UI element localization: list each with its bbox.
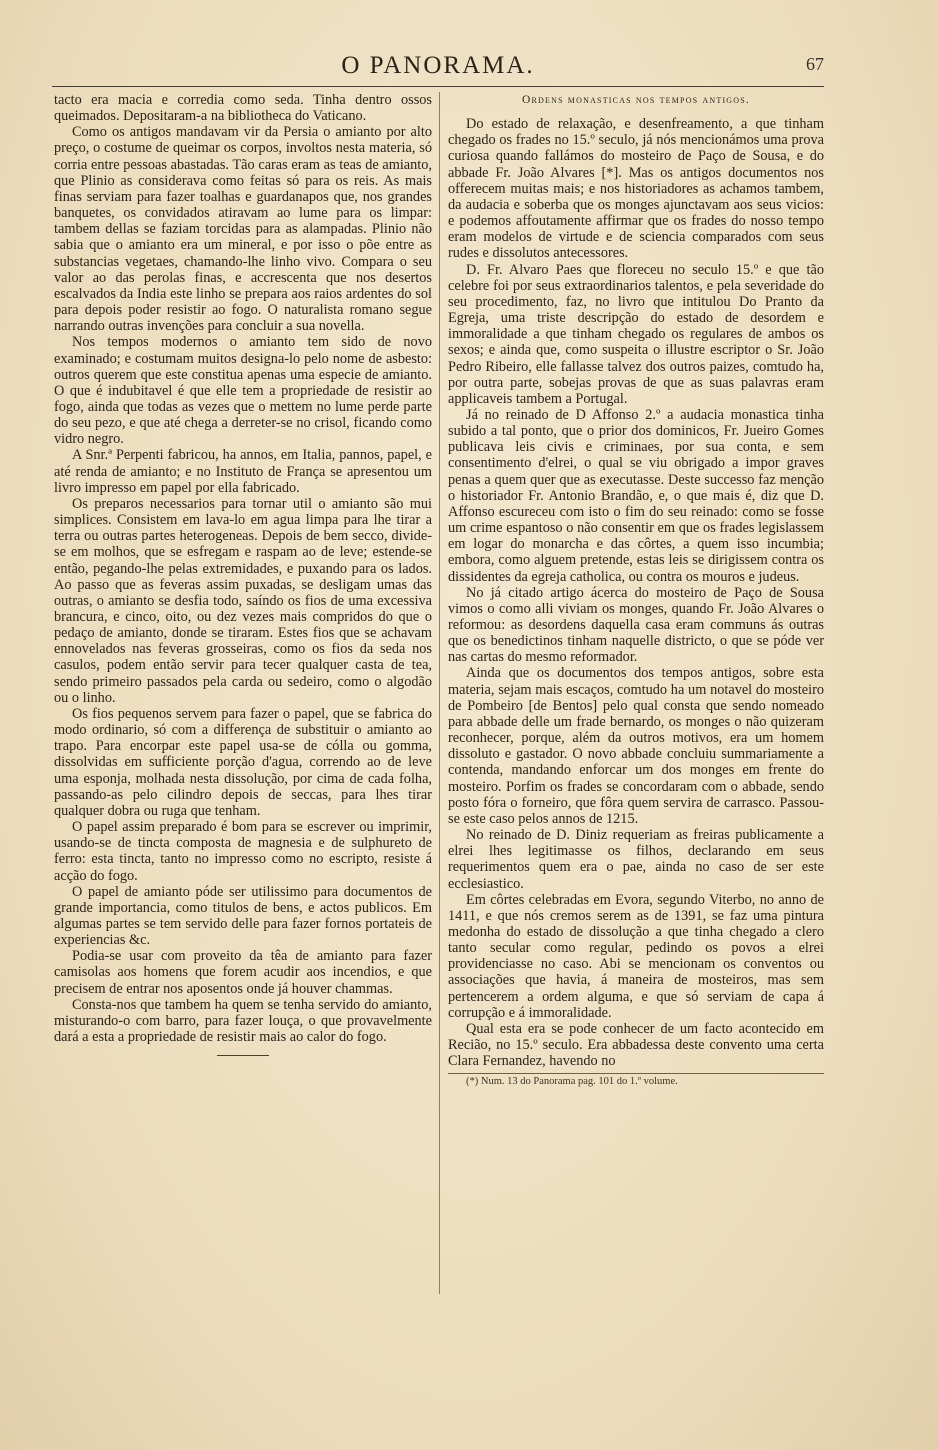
header-rule [52, 86, 824, 87]
left-column [54, 92, 432, 1056]
paragraph: O papel assim preparado é bom para se escrever ou imprimir, usando-se de tincta composta de magnesia e de sulphureto de ferro: esta tincta, tanto no impresso como no escripto, resiste á acção do fogo. [54, 819, 432, 884]
paragraph: Nos tempos modernos o amianto tem sido de novo examinado; e costumam muitos designa-lo pelo nome de asbesto: outros querem que este constitua apenas uma especie de amianto. O que é indubitavel é que elle tem a propriedade de resistir ao fogo, ainda que todas as vezes que o mettem no lume perde parte do seu pezo, e que até chega a derreter-se no crisol, ficando como vidro negro. [54, 334, 432, 448]
paragraph: Já no reinado de D Affonso 2.º a audacia monastica tinha subido a tal ponto, que o prior dos dominicos, Fr. Jueiro Gomes publicava leis civis e criminaes, por sua conta, e sem consentimento d'elrei, o qual se viu obrigado a impor graves penas a quem quer que as executasse. Deste successo faz menção o historiador Fr. Antonio Brandão, e, o que mais é, diz que D. Affonso escureceu com isto o fim do seu reinado: como se fosse um crime espantoso o não consentir em que os frades legislassem em logar do monarcha e das côrtes, a quem isso incumbia; embora, como alguem pretende, estas leis se dirigissem contra os dissidentes da egreja catholica, ou contra os mouros e judeus. [448, 406, 824, 585]
paragraph: Qual esta era se pode conhecer de um facto acontecido em Recião, no 15.º seculo. Era abbadessa deste convento uma certa Clara Fernandez, havendo no [448, 1020, 824, 1070]
paragraph: Ainda que os documentos dos tempos antigos, sobre esta materia, sejam mais escaços, comtudo ha um notavel do mosteiro de Pombeiro [de Bentos] pelo qual consta que sendo nomeado para abbade delle um frade bernardo, os monges o não quizeram reconhecer, porque, além da outros motivos, era um homem dissoluto e gastador. O novo abbade concluiu summariamente a contenda, mandando enforcar um dos monges em frente do mosteiro. Porfim os frades se concordaram com o abbade, sendo posto fóra o forneiro, que fôra quem servira de carrasco. Passou-se este caso pelos annos de 1215. [448, 665, 824, 827]
paragraph: A Snr.ª Perpenti fabricou, ha annos, em Italia, pannos, papel, e até renda de amianto; e no Instituto de França se apresentou um livro impresso em papel por ella fabricado. [54, 447, 432, 496]
paragraph: D. Fr. Alvaro Paes que floreceu no seculo 15.º e que tão celebre foi por seus extraordinarios talentos, e pela severidade do seu procedimento, faz, no livro que intitulou Do Pranto da Egreja, uma triste descripção do estado de desordem e immoralidade a que tinham chegado os regulares de ambos os sexos; e ainda que, como suspeita o illustre escriptor o Sr. João Pedro Ribeiro, elle fallasse talvez dos outros paizes, comtudo ha, por outra parte, sobejas provas de que as suas palavras eram applicaveis tambem a Portugal. [448, 261, 824, 407]
paragraph: tacto era macia e corredia como seda. Tinha dentro ossos queimados. Depositaram-a na bibliotheca do Vaticano. [54, 92, 432, 125]
paragraph: O papel de amianto póde ser utilissimo para documentos de grande importancia, como titulos de bens, e actos publicos. Em algumas partes se tem servido delle para fazer fornos portateis de experiencias &c. [54, 883, 432, 949]
paragraph: Como os antigos mandavam vir da Persia o amianto por alto preço, o costume de queimar os corpos, involtos nesta materia, só corria entre pessoas abastadas. Tão caras eram as teas de amianto, que Plinio as considerava como feitas só para os reis. As mais finas serviam para fazer toalhas e guardanapos que, nos grandes banquetes, os convidados atiravam ao lume para os limpar: tambem dellas se faziam torcidas para as alampadas. Plinio não sabia que o amianto era um mineral, e por isso o põe entre as substancias vegetaes, chamando-lhe linho vivo. Compara o seu valor ao das perolas finas, e accrescenta que nos desertos escalvados da India este linho se prepara aos raios ardentes do sol para depois poder resistir ao fogo. O naturalista romano segue narrando outras invenções para concluir a sua novella. [54, 124, 432, 335]
paragraph: No já citado artigo ácerca do mosteiro de Paço de Sousa vimos o como alli viviam os monges, quando Fr. João Alvares o reformou: as desordens daquella casa eram communs ás outras que os benedictinos tinham naquelle districto, o que se póde ver nas cartas do mesmo reformador. [448, 584, 824, 666]
running-head [52, 52, 824, 86]
paragraph: Os fios pequenos servem para fazer o papel, que se fabrica do modo ordinario, só com a differença de substituir o amianto ao trapo. Para encorpar este papel usa-se de cólla ou gomma, dissolvidas em sufficiente porção d'agua, correndo ao de leve uma esponja, molhada nesta dissolução, por cima de cada folha, passando-as pelo cilindro depois de seccas, para lhes tirar qualquer dobra ou ruga que tenham. [54, 705, 432, 819]
publication-title: O PANORAMA. [341, 52, 535, 79]
right-column [448, 92, 824, 1088]
article-end-rule [217, 1055, 269, 1056]
paragraph: Podia-se usar com proveito da têa de amianto para fazer camisolas aos homens que forem acudir aos incendios, e que precisem de entrar nos aposentos onde já houver chammas. [54, 948, 432, 997]
column-divider [439, 92, 440, 1294]
paragraph: Os preparos necessarios para tornar util o amianto são mui simplices. Consistem em lava-lo em agua limpa para lhe tirar a terra ou outras partes heterogeneas. Depois de bem secco, divide-se em molhos, que se esfregam e raspam ao de leve; estende-se então, pegando-lhe pelas extremidades, e puxando para os lados. Ao passo que as feveras assim puxadas, se desligam umas das outras, o amianto se desfia todo, saíndo os fios de uma excessiva brancura, e cinco, oito, ou dez vezes mais compridos do que o pedaço de amianto, donde se tiraram. Estes fios que se achavam ennovelados nas feveras grosseiras, como os fios da seda nos casulos, podem então servir para tecer qualquer casta de tea, sendo primeiro passados pela carda ou sedeiro, como o algodão ou o linho. [54, 495, 432, 706]
paragraph: Do estado de relaxação, e desenfreamento, a que tinham chegado os frades no 15.º seculo, já nós mencionámos uma prova curiosa quando fallámos do mosteiro de Paço de Sousa, e do abbade Fr. João Alvares [*]. Mas os antigos documentos nos offerecem muitas mais; e nos historiadores as achamos tambem, da audacia e soberba que os monges ajunctavam aos seus vicios: e podemos affoutamente affirmar que os frades do nosso tempo eram modelos de virtude e de sciencia comparados com seus rudes e dissolutos antecessores. [448, 116, 824, 262]
paragraph: No reinado de D. Diniz requeriam as freiras publicamente a elrei lhes legitimasse os filhos, declarando em seus requerimentos quem era o pae, ainda no caso de ser este ecclesiastico. [448, 827, 824, 892]
footnote: (*) Num. 13 do Panorama pag. 101 do 1.º volume. [466, 1076, 678, 1088]
page-number: 67 [806, 54, 824, 74]
paragraph: Consta-nos que tambem ha quem se tenha servido do amianto, misturando-o com barro, para fazer louça, o que provavelmente dará a esta a propriedade de resistir mais ao calor do fogo. [54, 996, 432, 1046]
paragraph: Em côrtes celebradas em Evora, segundo Viterbo, no anno de 1411, e que nós cremos serem as de 1391, se faz uma pintura medonha do estado de dissolução a que tinha chegado a clero tanto secular como regular, pedindo os povos a elrei providenciasse no caso. Abi se mencionam os conventos ou associações que havia, á maneira de mosteiros, mas sem pertencerem a ordem alguma, e que só serviam de capa á corrupção e á immoralidade. [448, 891, 824, 1021]
footnote-rule [448, 1073, 824, 1074]
article-heading: Ordens monasticas nos tempos antigos. [522, 94, 750, 106]
